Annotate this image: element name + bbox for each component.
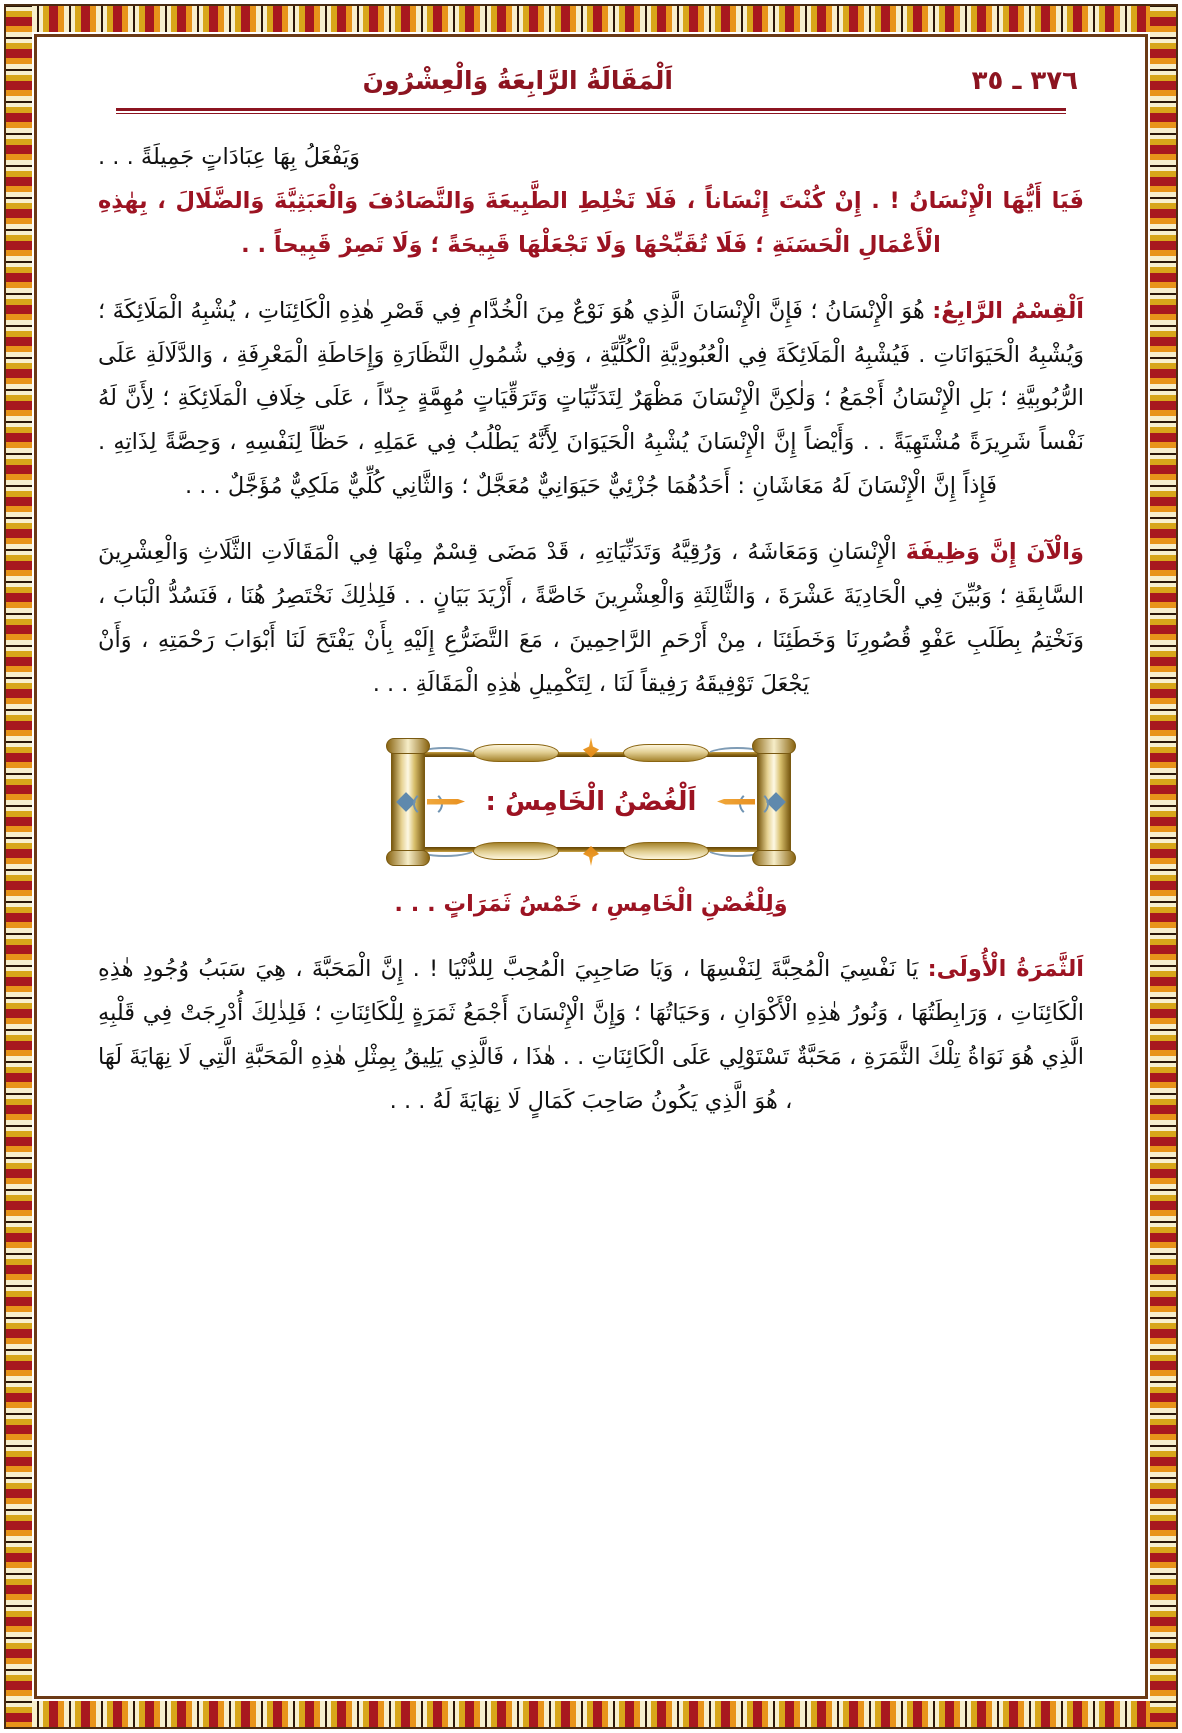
section-fourth-label: اَلْقِسْمُ الرَّابِعُ: <box>932 297 1084 324</box>
border-braid-right-icon <box>1150 6 1176 1727</box>
header-rule-thick <box>116 108 1066 111</box>
banner-column-left-cap-bottom-icon <box>386 850 430 866</box>
banner-heading: اَلْغُصْنُ الْخَامِسُ : <box>485 786 697 817</box>
border-braid-bottom-icon <box>6 1701 1176 1727</box>
banner-column-left-cap-top-icon <box>386 738 430 754</box>
ornamental-banner <box>381 731 801 873</box>
section-fourth-paragraph <box>98 290 1084 509</box>
conclusion-label: وَالْآنَ إِنَّ وَظِيفَةَ <box>905 539 1084 565</box>
page-title: اَلْمَقَالَةُ الرَّابِعَةُ وَالْعِشْرُونَ <box>362 66 673 95</box>
banner-column-right-cap-top-icon <box>752 738 796 754</box>
first-fruit-text: يَا نَفْسِيَ الْمُحِبَّةَ لِنَفْسِهَا ، وَيَا صَاحِبِيَ الْمُحِبَّ لِلدُّنْيَا ! . إِنَّ الْمَحَبَّةَ ، هِيَ سَبَبُ وُجُودِ هٰذِهِ الْكَائِنَاتِ ، وَرَابِطَتُهَا ، وَنُورُ هٰذِهِ الْأَكْوَانِ ، وَحَيَاتُهَا ؛ وَإِنَّ الْإِنْسَانَ أَجْمَعُ ثَمَرَةٍ لِلْكَائِنَاتِ ؛ فَلِذٰلِكَ أُدْرِجَتْ فِي قَلْبِهِ الَّذِي هُوَ نَوَاةُ تِلْكَ الثَّمَرَةِ ، مَحَبَّةٌ تَسْتَوْلِي عَلَى الْكَائِنَاتِ . . هٰذَا ، فَالَّذِي يَلِيقُ بِمِثْلِ هٰذِهِ الْمَحَبَّةِ الَّتِي لَا نِهَايَةَ لَهَا ، هُوَ الَّذِي يَكُونُ صَاحِبَ كَمَالٍ لَا نِهَايَةَ لَهُ . . . <box>98 956 1084 1114</box>
banner-column-right-cap-bottom-icon <box>752 850 796 866</box>
red-address-paragraph: فَيَا أَيُّهَا الْإِنْسَانُ ! . إِنْ كُنْتَ إِنْسَاناً ، فَلَا تَخْلِطِ الطَّبِيعَةَ وَالتَّصَادُفَ وَالْعَبَثِيَّةَ وَالضَّلَالَ ، بِهٰذِهِ الْأَعْمَالِ الْحَسَنَةِ ؛ فَلَا تُقَبِّحْهَا وَلَا تَجْعَلْهَا قَبِيحَةً ؛ وَلَا تَصِرْ قَبِيحاً . . <box>98 187 1084 258</box>
first-fruit-label: اَلثَّمَرَةُ الْأُولَى: <box>927 956 1084 983</box>
conclusion-paragraph <box>98 531 1084 707</box>
border-braid-left-icon <box>6 6 32 1727</box>
ornamental-banner-wrap <box>98 731 1084 873</box>
continued-line: وَيَفْعَلُ بِهَا عِبَادَاتٍ جَمِيلَةً . . . <box>98 144 361 170</box>
folio-number: ٣٧٦ ـ ٣٥ <box>971 66 1078 96</box>
header-rule-thin <box>116 113 1066 114</box>
conclusion-text: الْإِنْسَانِ وَمَعَاشَهُ ، وَرُقِيَّهُ وَتَدَنِّيَاتِهِ ، قَدْ مَضَى قِسْمٌ مِنْهَا فِي الْمَقَالَاتِ الثَّلَاثِ وَالْعِشْرِينَ السَّابِقَةِ ؛ وَبُيِّنَ فِي الْحَادِيَةَ عَشْرَةَ ، وَالثَّالِثَةِ وَالْعِشْرِينَ خَاصَّةً ، أَزْيَدَ بَيَانٍ . . فَلِذٰلِكَ نَخْتَصِرُ هُنَا ، فَنَسُدُّ الْبَابَ ، وَنَخْتِمُ بِطَلَبِ عَفْوِ قُصُورِنَا وَخَطَئِنَا ، مِنْ أَرْحَمِ الرَّاحِمِينَ ، مَعَ التَّضَرُّعِ إِلَيْهِ بِأَنْ يَفْتَحَ لَنَا أَبْوَابَ رَحْمَتِهِ ، وَأَنْ يَجْعَلَ تَوْفِيقَهُ رَفِيقاً لَنَا ، لِتَكْمِيلِ هٰذِهِ الْمَقَالَةِ . . . <box>98 539 1084 697</box>
branch-fruits-line: وَلِلْغُصْنِ الْخَامِسِ ، خَمْسُ ثَمَرَاتٍ . . . <box>394 890 788 917</box>
page-content <box>40 40 1142 1693</box>
section-fourth-text: هُوَ الْإِنْسَانُ ؛ فَإِنَّ الْإِنْسَانَ الَّذِي هُوَ نَوْعٌ مِنَ الْخُدَّامِ فِي قَصْرِ هٰذِهِ الْكَائِنَاتِ ، يُشْبِهُ الْمَلَائِكَةَ ؛ وَيُشْبِهُ الْحَيَوَانَاتِ . فَيُشْبِهُ الْمَلَائِكَةَ فِي الْعُبُودِيَّةِ الْكُلِّيَّةِ ، وَفِي شُمُولِ النَّظَارَةِ وَإِحَاطَةِ الْمَعْرِفَةِ ، وَالدَّلَالَةِ عَلَى الرُّبُوبِيَّةِ ؛ بَلِ الْإِنْسَانُ أَجْمَعُ ؛ وَلٰكِنَّ الْإِنْسَانَ مَظْهَرٌ لِتَدَنِّيَاتٍ وَتَرَقِّيَاتٍ مُهِمَّةٍ جِدّاً ، عَلَى خِلَافِ الْمَلَائِكَةِ ؛ لِأَنَّ لَهُ نَفْساً شَرِيرَةً مُشْتَهِيَةً . . وَأَيْضاً إِنَّ الْإِنْسَانَ يُشْبِهُ الْحَيَوَانَ لِأَنَّهُ يَطْلُبُ فِي عَمَلِهِ ، حَظّاً لِنَفْسِهِ ، وَحِصَّةً لِذَاتِهِ . فَإِذاً إِنَّ الْإِنْسَانَ لَهُ مَعَاشَانِ : أَحَدُهُمَا جُزْئِيٌّ حَيَوَانِيٌّ مُعَجَّلٌ ؛ وَالثَّانِي كُلِّيٌّ مَلَكِيٌّ مُؤَجَّلٌ . . . <box>98 297 1084 500</box>
page-header <box>98 66 1084 96</box>
first-fruit-paragraph <box>98 948 1084 1124</box>
border-braid-top-icon <box>6 6 1176 32</box>
